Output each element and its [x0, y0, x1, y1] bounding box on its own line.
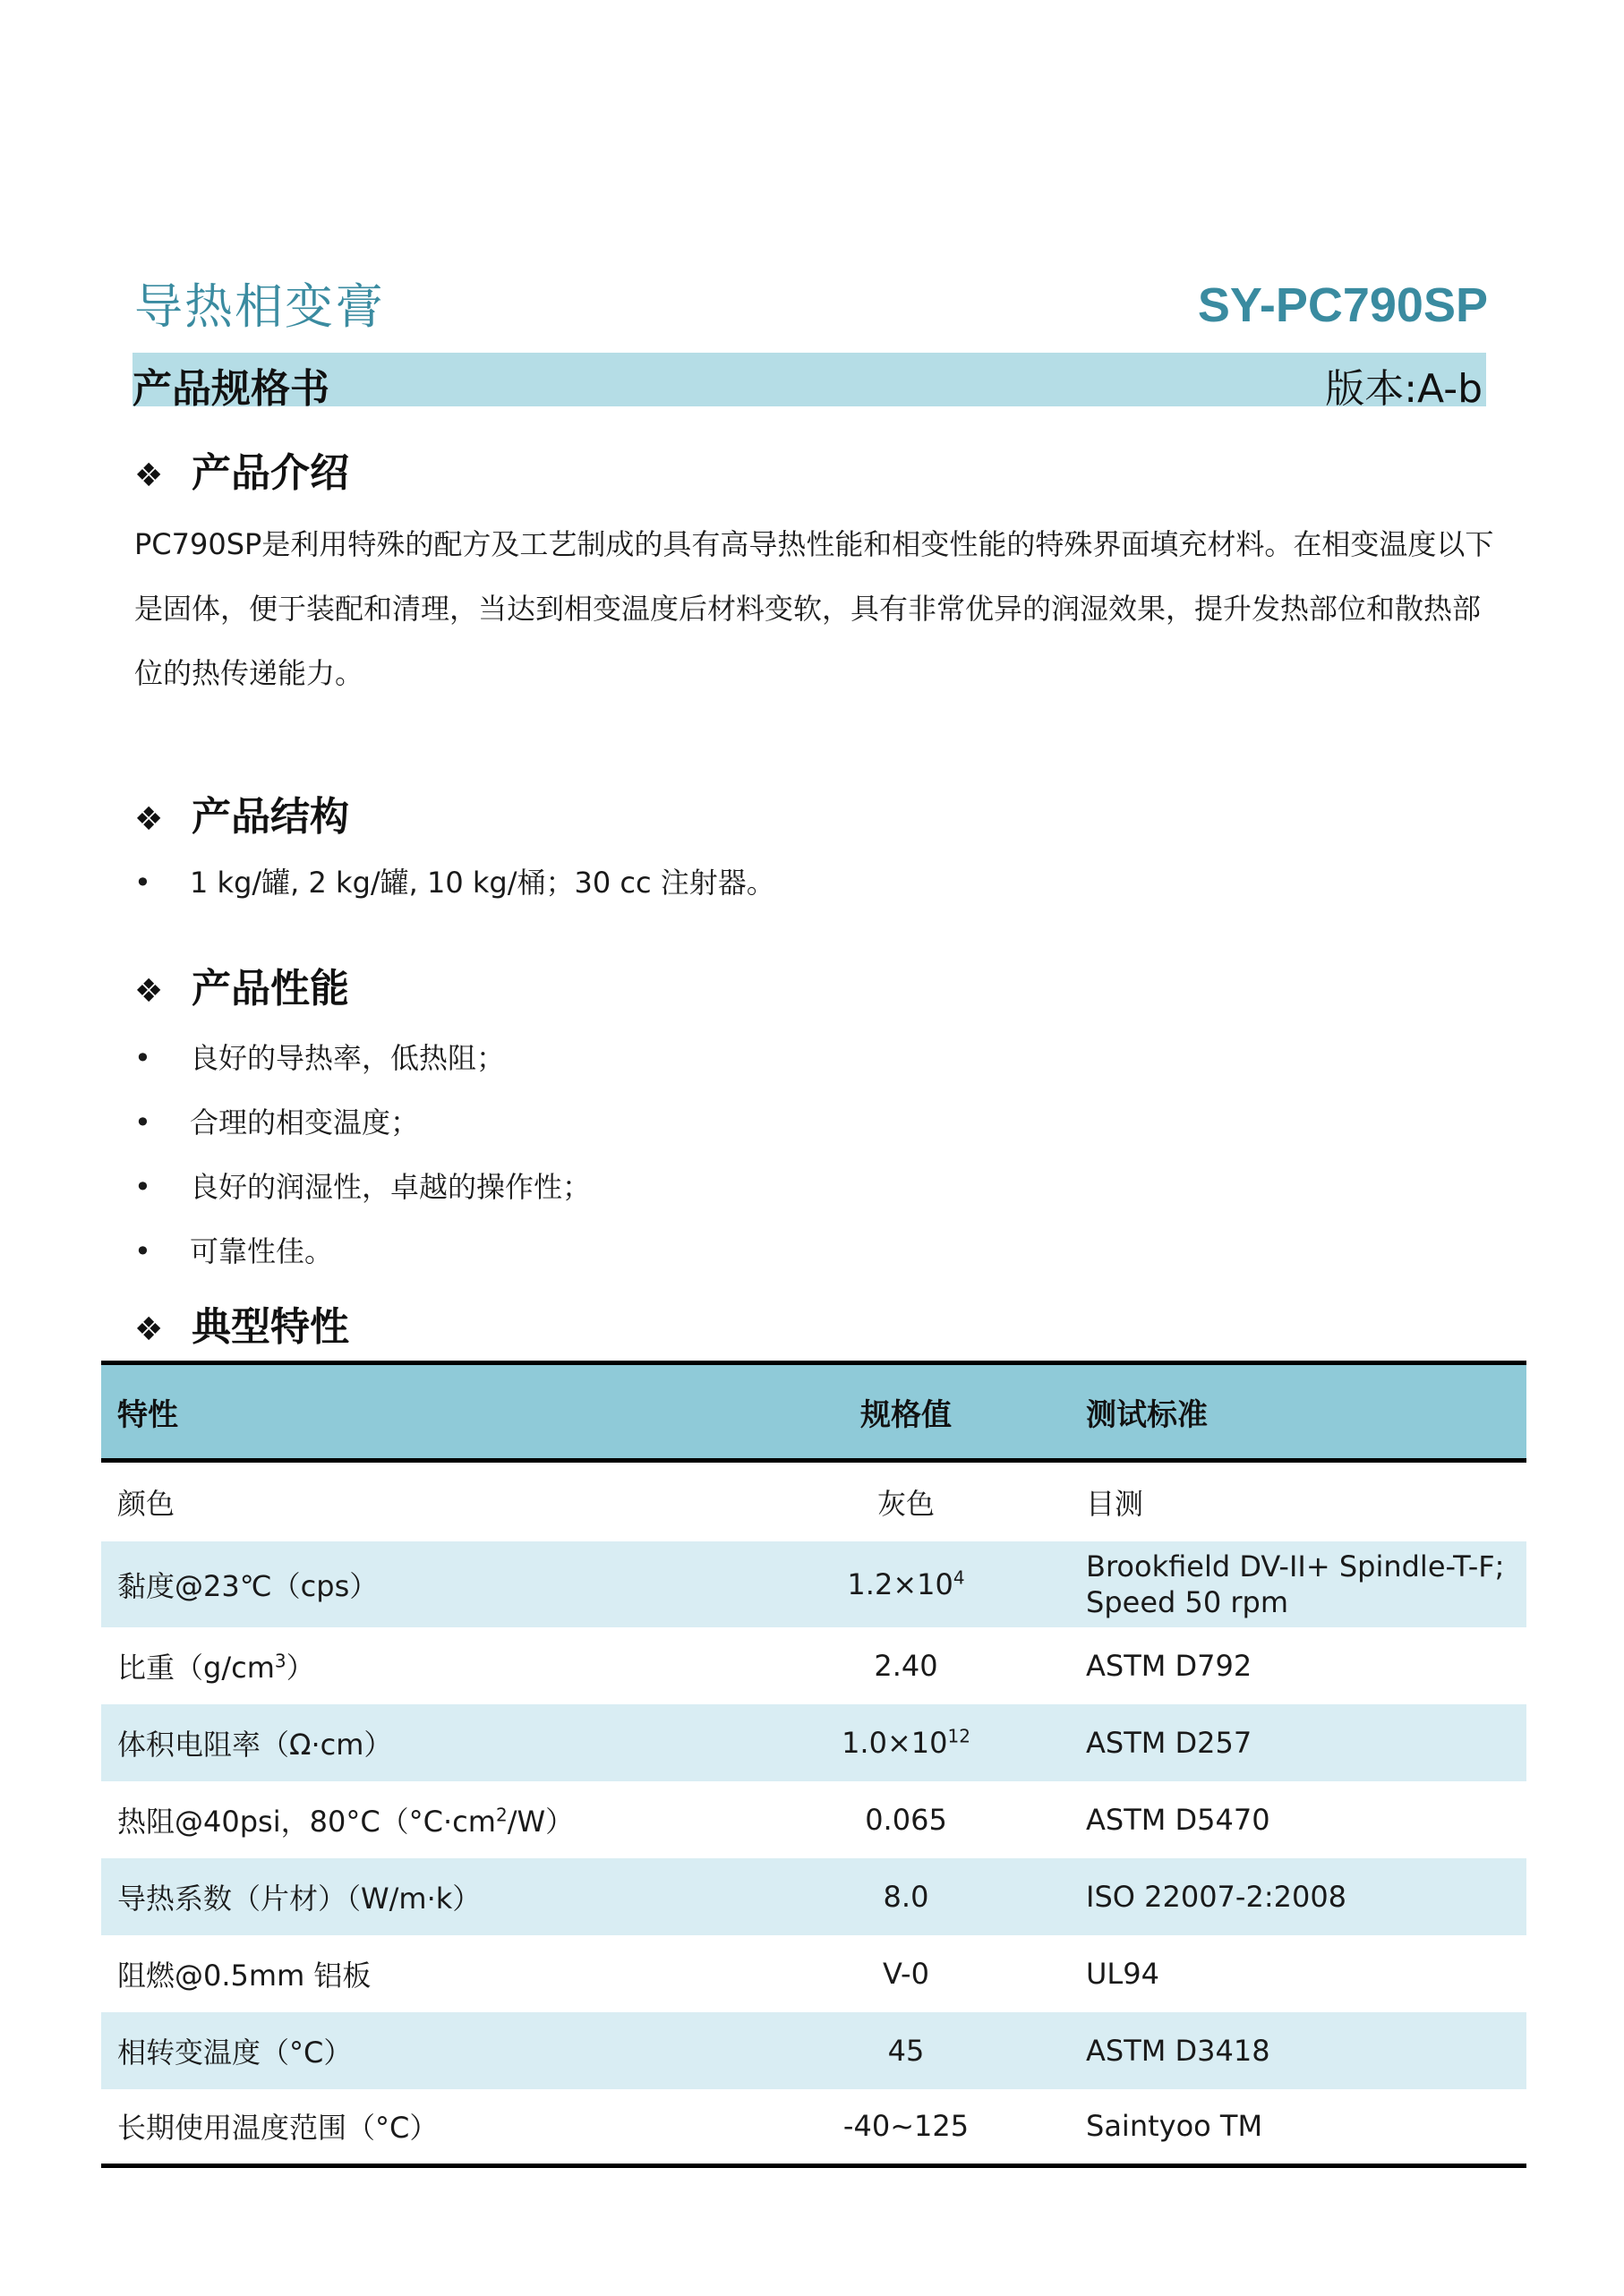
bullet-icon: •	[134, 1041, 151, 1075]
list-item: • 可靠性佳。	[134, 1219, 591, 1284]
table-row	[101, 1461, 1526, 1541]
table-row	[101, 1704, 1526, 1781]
list-item: • 合理的相变温度；	[134, 1090, 591, 1155]
bullet-icon: •	[134, 1105, 151, 1139]
value-cell: -40~125	[742, 2089, 1070, 2166]
diamond-bullet-icon: ❖	[134, 800, 164, 838]
property-cell: 热阻@40psi，$80^\circ C(^\circ C\cdot cm^2/W)$	[117, 1803, 575, 1839]
list-item: • 1 kg/罐, 2 kg/罐, 10 kg/桶；30 cc 注射器。	[134, 850, 775, 915]
standard-cell: ASTM D257	[1086, 1725, 1252, 1760]
column-header-property: 特性	[101, 1363, 742, 1461]
table-row	[101, 2089, 1526, 2166]
value-cell: 灰色	[876, 1486, 935, 1521]
property-cell: 比重$(g/cm^3)$	[117, 1649, 315, 1685]
model-number: SY-PC790SP	[1197, 278, 1488, 332]
version-label: 版本:A-b	[1325, 366, 1483, 412]
document-subtitle: 产品规格书	[132, 366, 329, 412]
table-row	[101, 1935, 1526, 2012]
property-cell: 颜色	[117, 1486, 175, 1521]
standard-cell: Brookfield DV-II+ Spindle-T-F; Speed 50 rpm	[1086, 1549, 1505, 1619]
column-header-standard: 测试标准	[1070, 1363, 1526, 1461]
section-heading-performance	[134, 956, 349, 1013]
performance-list	[134, 1026, 591, 1284]
typical-properties-table	[101, 1361, 1526, 2168]
diamond-bullet-icon: ❖	[134, 972, 164, 1010]
value-cell: 8.0	[883, 1879, 929, 1914]
standard-cell: UL94	[1086, 1956, 1159, 1991]
section-heading-typical	[134, 1294, 349, 1352]
standard-cell: 目测	[1086, 1486, 1144, 1521]
table-row	[101, 1541, 1526, 1627]
property-cell: 黏度@23℃（cps）	[117, 1568, 379, 1603]
value-cell: $1.2\times 10^4$	[847, 1566, 965, 1601]
document-title: 导热相变膏	[134, 278, 385, 335]
table-row	[101, 1781, 1526, 1858]
section-title: 产品介绍	[192, 450, 349, 496]
table-header-row	[101, 1363, 1526, 1461]
value-cell: 45	[887, 2033, 925, 2068]
structure-list	[134, 850, 775, 915]
property-cell: 长期使用温度范围（°C）	[101, 2089, 742, 2166]
diamond-bullet-icon: ❖	[134, 1310, 164, 1348]
list-item: • 良好的润湿性，卓越的操作性；	[134, 1155, 591, 1219]
diamond-bullet-icon: ❖	[134, 457, 164, 494]
list-item: • 良好的导热率，低热阻；	[134, 1026, 591, 1090]
subtitle-bar	[132, 353, 1486, 412]
section-title: 产品性能	[192, 966, 349, 1011]
intro-paragraph: PC790SP是利用特殊的配方及工艺制成的具有高导热性能和相变性能的特殊界面填充材料。在相变温度以下是固体，便于装配和清理，当达到相变温度后材料变软，具有非常优异的润湿效果，提升发热部位和散热部位的热传递能力。	[134, 527, 1494, 690]
property-cell: 导热系数（片材）（W/m·k）	[117, 1881, 482, 1916]
value-cell: 0.065	[865, 1802, 947, 1837]
standard-cell: ASTM D792	[1086, 1648, 1252, 1683]
table-row	[101, 1858, 1526, 1935]
property-cell: 体积电阻率（Ω·cm）	[117, 1727, 393, 1762]
property-cell: 相转变温度（°C）	[117, 2035, 353, 2070]
standard-cell: Saintyoo TM	[1070, 2089, 1526, 2166]
standard-cell: ASTM D3418	[1086, 2033, 1270, 2068]
standard-cell: ISO 22007-2:2008	[1086, 1879, 1347, 1914]
standard-cell: ASTM D5470	[1086, 1802, 1270, 1837]
bullet-icon: •	[134, 866, 151, 900]
section-title: 产品结构	[192, 794, 349, 840]
bullet-icon: •	[134, 1170, 151, 1204]
column-header-value: 规格值	[742, 1363, 1070, 1461]
section-heading-structure	[134, 784, 349, 841]
section-heading-intro	[134, 440, 349, 498]
header-row	[134, 269, 1488, 340]
bullet-icon: •	[134, 1234, 151, 1268]
value-cell: 2.40	[874, 1648, 938, 1683]
section-title: 典型特性	[192, 1304, 349, 1350]
value-cell: V-0	[883, 1956, 929, 1991]
property-cell: 阻燃@0.5mm 铝板	[117, 1958, 372, 1993]
value-cell: $1.0\times 10^{12}$	[842, 1724, 970, 1760]
table-row	[101, 2012, 1526, 2089]
table-row	[101, 1627, 1526, 1704]
